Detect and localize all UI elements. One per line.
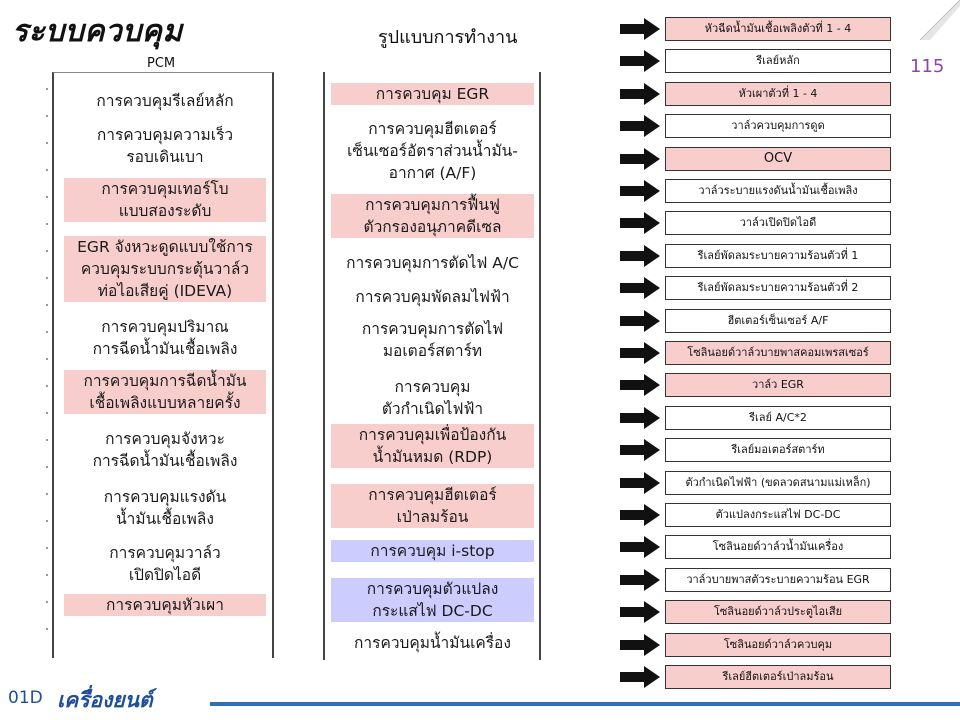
panel-tick-mark [46, 547, 48, 549]
arrow-right-icon [620, 665, 660, 689]
slide-title: ระบบควบคุม [12, 14, 183, 49]
item-line: แบบสองระดับ [118, 202, 212, 220]
output-device-box: รีเลย์ A/C*2 [665, 406, 891, 430]
item-line: การควบคุมฮีตเตอร์ [368, 120, 497, 138]
output-device-box: วาล์ว EGR [665, 373, 891, 397]
arrow-right-icon [620, 535, 660, 559]
output-device-box: โซลินอยด์วาล์วควบคุม [665, 633, 891, 657]
arrow-right-icon [620, 600, 660, 624]
arrow-right-icon [620, 276, 660, 300]
output-device-box: วาล์วบายพาสตัวระบายความร้อน EGR [665, 568, 891, 592]
arrow-right-icon [620, 471, 660, 495]
item-line: การควบคุม i-stop [370, 542, 495, 560]
operation-function-item [331, 118, 534, 184]
item-line: เซ็นเซอร์อัตราส่วนน้ำมัน- [347, 142, 518, 160]
item-line: การควบคุมการฉีดน้ำมัน [83, 372, 247, 390]
item-line: การควบคุมวาล์ว [109, 544, 221, 562]
arrow-right-icon [620, 568, 660, 592]
item-line: การควบคุมแรงดัน [103, 488, 227, 506]
pcm-function-item [64, 90, 266, 112]
pcm-function-item [64, 124, 266, 168]
panel-tick-mark [46, 331, 48, 333]
output-device-box: หัวเผาตัวที่ 1 - 4 [665, 82, 891, 106]
item-line: EGR จังหวะดูดแบบใช้การ [77, 238, 253, 256]
output-device-box: วาล์วควบคุมการดูด [665, 114, 891, 138]
panel-tick-mark [46, 196, 48, 198]
item-line: การควบคุมเพื่อป้องกัน [358, 426, 507, 444]
panel-tick-mark [46, 628, 48, 630]
panel-tick-mark [46, 493, 48, 495]
panel-tick-mark [46, 412, 48, 414]
arrow-right-icon [620, 147, 660, 171]
item-line: การควบคุมปริมาณ [101, 318, 229, 336]
output-device-box: OCV [665, 147, 891, 171]
item-line: อากาศ (A/F) [388, 164, 477, 182]
arrow-right-icon [620, 114, 660, 138]
item-line: เป่าลมร้อน [396, 508, 469, 526]
output-device-box: ฮีตเตอร์เซ็นเซอร์ A/F [665, 309, 891, 333]
panel-tick-mark [46, 277, 48, 279]
item-line: การควบคุม [394, 378, 471, 396]
panel-tick-mark [46, 358, 48, 360]
item-line: เปิดปิดไอดี [128, 566, 202, 584]
arrow-right-icon [620, 373, 660, 397]
output-device-box: ตัวแปลงกระแสไฟ DC-DC [665, 503, 891, 527]
arrow-right-icon [620, 17, 660, 41]
item-line: เชื้อเพลิงแบบหลายครั้ง [89, 394, 241, 412]
arrow-right-icon [620, 309, 660, 333]
pcm-function-item [64, 316, 266, 360]
item-line: การควบคุมน้ำมันเครื่อง [354, 634, 511, 652]
item-line: กระแสไฟ DC-DC [372, 602, 493, 620]
operation-function-item [331, 318, 534, 362]
arrow-right-icon [620, 438, 660, 462]
panel-tick-mark [46, 88, 48, 90]
item-line: น้ำมันหมด (RDP) [372, 448, 493, 466]
footer-section-code: 01D [8, 688, 43, 708]
operation-function-item [331, 194, 534, 238]
panel-tick-mark [46, 385, 48, 387]
item-line: การควบคุม EGR [375, 85, 490, 103]
panel-tick-mark [46, 520, 48, 522]
output-device-box: โซลินอยด์วาล์วบายพาสคอมเพรสเซอร์ [665, 341, 891, 365]
item-line: การควบคุมรีเลย์หลัก [96, 92, 234, 110]
item-line: การควบคุมจังหวะ [105, 430, 225, 448]
operation-function-item [331, 376, 534, 420]
output-device-box: รีเลย์มอเตอร์สตาร์ท [665, 438, 891, 462]
item-line: มอเตอร์สตาร์ท [382, 342, 483, 360]
panel-tick-mark [46, 142, 48, 144]
item-line: การควบคุมการตัดไฟ [361, 320, 504, 338]
pcm-function-item [64, 486, 266, 530]
operation-function-item [331, 252, 534, 274]
item-line: ท่อไอเสียคู่ (IDEVA) [97, 282, 233, 300]
item-line: ตัวกรองอนุภาคดีเซล [363, 218, 502, 236]
arrow-right-icon [620, 633, 660, 657]
item-line: รอบเดินเบา [126, 148, 204, 166]
arrow-right-icon [620, 82, 660, 106]
output-device-box: หัวฉีดน้ำมันเชื้อเพลิงตัวที่ 1 - 4 [665, 17, 891, 41]
item-line: การฉีดน้ำมันเชื้อเพลิง [92, 340, 238, 358]
page-number: 115 [910, 56, 945, 77]
output-device-box: โซลินอยด์วาล์วน้ำมันเครื่อง [665, 535, 891, 559]
item-line: การควบคุมตัวแปลง [366, 580, 499, 598]
panel-tick-mark [46, 601, 48, 603]
item-line: การควบคุมพัดลมไฟฟ้า [355, 288, 510, 306]
page-corner-decoration [900, 0, 960, 40]
arrow-right-icon [620, 503, 660, 527]
operation-function-item [331, 484, 534, 528]
arrow-right-icon [620, 49, 660, 73]
operation-function-item [331, 540, 534, 562]
operation-function-item [331, 286, 534, 308]
arrow-right-icon [620, 179, 660, 203]
item-line: ควบคุมระบบกระตุ้นวาล์ว [80, 260, 250, 278]
item-line: การควบคุมเทอร์โบ [101, 180, 229, 198]
item-line: การควบคุมการฟื้นฟู [365, 196, 500, 214]
pcm-function-item [64, 542, 266, 586]
panel-tick-mark [46, 304, 48, 306]
footer-section-name: เครื่องยนต์ [57, 688, 153, 712]
operation-column-heading: รูปแบบการทำงาน [378, 27, 518, 48]
operation-function-item [331, 632, 534, 654]
item-line: ตัวกำเนิดไฟฟ้า [381, 400, 484, 418]
arrow-right-icon [620, 244, 660, 268]
panel-tick-mark [46, 250, 48, 252]
output-device-box: วาล์วเปิดปิดไอดี [665, 211, 891, 235]
panel-tick-mark [46, 466, 48, 468]
pcm-function-item [64, 428, 266, 472]
pcm-function-item [64, 594, 266, 616]
output-device-box: ตัวกำเนิดไฟฟ้า (ขดลวดสนามแม่เหล็ก) [665, 471, 891, 495]
pcm-function-item [64, 236, 266, 302]
output-device-box: รีเลย์พัดลมระบายความร้อนตัวที่ 2 [665, 276, 891, 300]
arrow-right-icon [620, 211, 660, 235]
arrow-right-icon [620, 341, 660, 365]
panel-tick-mark [46, 115, 48, 117]
item-line: การควบคุมหัวเผา [106, 596, 224, 614]
item-line: น้ำมันเชื้อเพลิง [116, 510, 214, 528]
output-device-box: รีเลย์พัดลมระบายความร้อนตัวที่ 1 [665, 244, 891, 268]
item-line: การควบคุมฮีตเตอร์ [368, 486, 497, 504]
pcm-function-item [64, 370, 266, 414]
output-device-box: รีเลย์หลัก [665, 49, 891, 73]
arrow-right-icon [620, 406, 660, 430]
operation-function-item [331, 424, 534, 468]
panel-tick-mark [46, 574, 48, 576]
panel-tick-mark [46, 169, 48, 171]
output-device-box: รีเลย์ฮีตเตอร์เป่าลมร้อน [665, 665, 891, 689]
output-device-box: วาล์วระบายแรงดันน้ำมันเชื้อเพลิง [665, 179, 891, 203]
item-line: การฉีดน้ำมันเชื้อเพลิง [92, 452, 238, 470]
operation-function-item [331, 83, 534, 105]
pcm-label: PCM [147, 56, 176, 71]
footer-rule [210, 702, 960, 706]
operation-function-item [331, 578, 534, 622]
item-line: การควบคุมความเร็ว [96, 126, 234, 144]
panel-tick-mark [46, 223, 48, 225]
panel-tick-mark [46, 439, 48, 441]
output-device-box: โซลินอยด์วาล์วประตูไอเสีย [665, 600, 891, 624]
pcm-function-item [64, 178, 266, 222]
item-line: การควบคุมการตัดไฟ A/C [346, 254, 519, 272]
